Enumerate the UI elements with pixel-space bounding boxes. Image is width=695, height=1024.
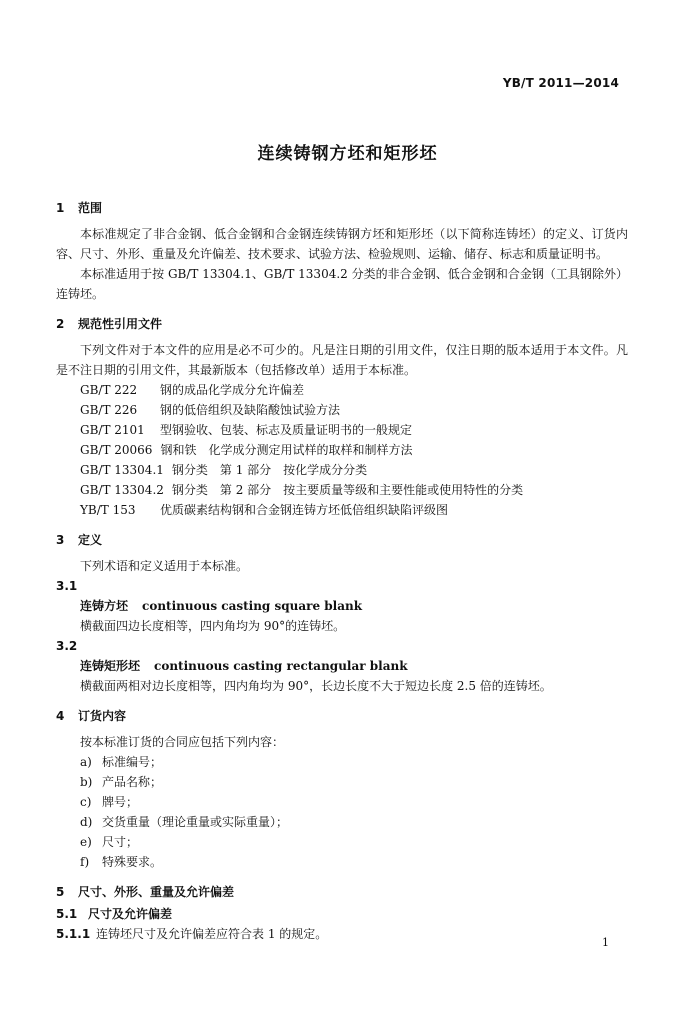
list-text: 产品名称； — [102, 775, 163, 789]
reference-item — [56, 460, 628, 480]
reference-title: 钢分类 第 1 部分 按化学成分分类 — [171, 463, 368, 477]
term-3-1 — [56, 596, 628, 616]
list-marker: e) — [80, 835, 92, 849]
section-4-intro: 按本标准订货的合同应包括下列内容： — [80, 735, 285, 749]
reference-code: GB/T 20066 — [80, 443, 153, 457]
reference-code: GB/T 13304.2 — [80, 483, 164, 497]
section-number: 5.1 — [56, 907, 78, 921]
list-marker: a) — [80, 755, 92, 769]
section-5-1-heading — [56, 904, 628, 924]
section-title: 尺寸、外形、重量及允许偏差 — [78, 885, 235, 899]
term-name-en: continuous casting rectangular blank — [154, 659, 408, 673]
section-number: 3 — [56, 533, 65, 547]
term-3-1-number: 3.1 — [56, 579, 78, 593]
list-marker: b) — [80, 775, 93, 789]
reference-title: 钢和铁 化学成分测定用试样的取样和制样方法 — [160, 443, 413, 457]
section-1-heading — [56, 198, 628, 218]
reference-code: GB/T 13304.1 — [80, 463, 164, 477]
section-3-heading — [56, 530, 628, 550]
list-item — [56, 792, 628, 812]
standard-code: YB/T 2011—2014 — [502, 76, 619, 90]
section-number: 4 — [56, 709, 65, 723]
reference-code: YB/T 153 — [80, 503, 136, 517]
section-title: 定义 — [78, 533, 103, 547]
section-2-heading — [56, 314, 628, 334]
list-item — [56, 832, 628, 852]
reference-item — [56, 400, 628, 420]
list-marker: f) — [80, 855, 90, 869]
order-content-list — [56, 752, 628, 872]
section-number: 5 — [56, 885, 65, 899]
section-1-paragraph-1: 本标准规定了非合金钢、低合金钢和合金钢连续铸钢方坯和矩形坯（以下简称连铸坯）的定义、订货内容、尺寸、外形、重量及允许偏差、技术要求、试验方法、检验规则、运输、储存、标志和质量证明书。 — [56, 227, 628, 261]
list-item — [56, 772, 628, 792]
section-number: 1 — [56, 201, 65, 215]
term-3-2 — [56, 656, 628, 676]
clause-text: 连铸坯尺寸及允许偏差应符合表 1 的规定。 — [96, 927, 328, 941]
reference-code: GB/T 222 — [80, 383, 138, 397]
section-5-heading — [56, 882, 628, 902]
list-item — [56, 812, 628, 832]
reference-item — [56, 440, 628, 460]
term-name-zh: 连铸方坯 — [80, 599, 129, 613]
reference-code: GB/T 2101 — [80, 423, 145, 437]
section-5-1-1 — [56, 924, 628, 944]
term-name-zh: 连铸矩形坯 — [80, 659, 141, 673]
reference-title: 型钢验收、包装、标志及质量证明书的一般规定 — [160, 423, 413, 437]
section-number: 5.1.1 — [56, 927, 91, 941]
section-2-intro: 下列文件对于本文件的应用是必不可少的。凡是注日期的引用文件，仅注日期的版本适用于本文件。凡是不注日期的引用文件，其最新版本（包括修改单）适用于本标准。 — [56, 343, 628, 377]
section-number: 2 — [56, 317, 65, 331]
term-3-2-number: 3.2 — [56, 639, 78, 653]
page-number: 1 — [602, 936, 609, 949]
section-4-heading — [56, 706, 628, 726]
list-text: 尺寸； — [102, 835, 139, 849]
reference-code: GB/T 226 — [80, 403, 138, 417]
list-text: 标准编号； — [102, 755, 163, 769]
section-title: 规范性引用文件 — [78, 317, 163, 331]
section-title: 尺寸及允许偏差 — [88, 907, 173, 921]
section-3-intro: 下列术语和定义适用于本标准。 — [80, 559, 249, 573]
section-title: 订货内容 — [78, 709, 127, 723]
section-1-paragraph-2: 本标准适用于按 GB/T 13304.1、GB/T 13304.2 分类的非合金钢、低合金钢和合金钢（工具钢除外）连铸坯。 — [56, 267, 628, 301]
reference-item — [56, 500, 628, 520]
list-marker: c) — [80, 795, 92, 809]
document-title: 连续铸钢方坯和矩形坯 — [257, 144, 438, 164]
list-marker: d) — [80, 815, 93, 829]
list-text: 牌号； — [102, 795, 139, 809]
section-title: 范围 — [78, 201, 103, 215]
list-item — [56, 752, 628, 772]
reference-item — [56, 380, 628, 400]
term-3-2-definition: 横截面两相对边长度相等，四内角均为 90°，长边长度不大于短边长度 2.5 倍的连铸坯。 — [80, 679, 552, 693]
list-item — [56, 852, 628, 872]
term-name-en: continuous casting square blank — [142, 599, 363, 613]
reference-item — [56, 480, 628, 500]
term-3-1-definition: 横截面四边长度相等，四内角均为 90°的连铸坯。 — [80, 619, 346, 633]
reference-item — [56, 420, 628, 440]
reference-title: 钢分类 第 2 部分 按主要质量等级和主要性能或使用特性的分类 — [171, 483, 524, 497]
reference-title: 钢的成品化学成分允许偏差 — [160, 383, 305, 397]
list-text: 特殊要求。 — [102, 855, 163, 869]
reference-list — [56, 380, 628, 520]
list-text: 交货重量（理论重量或实际重量）； — [102, 815, 289, 829]
reference-title: 优质碳素结构钢和合金钢连铸方坯低倍组织缺陷评级图 — [160, 503, 449, 517]
document-body — [56, 198, 628, 944]
reference-title: 钢的低倍组织及缺陷酸蚀试验方法 — [160, 403, 341, 417]
